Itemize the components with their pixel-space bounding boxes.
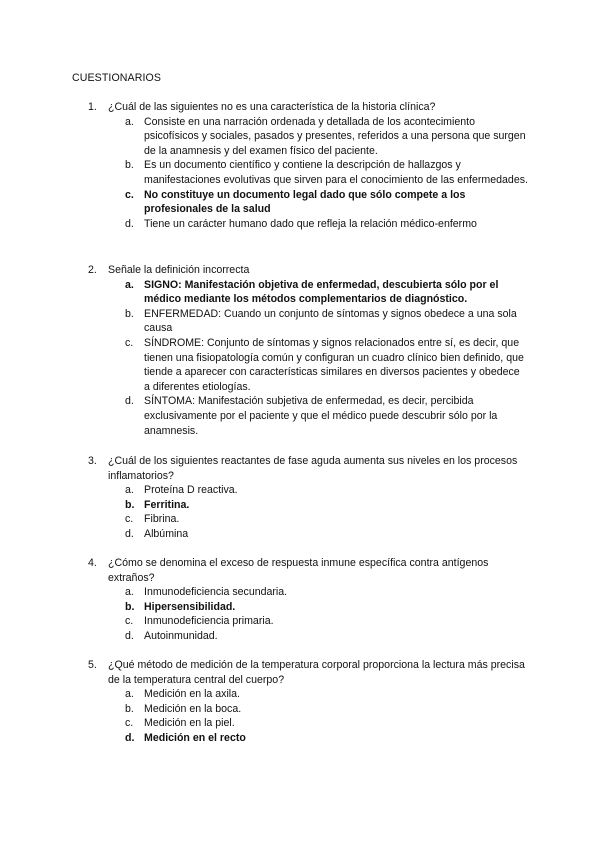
option-letter: d.: [125, 629, 134, 642]
question-number: 4.: [88, 557, 97, 569]
option-text: No constituye un documento legal dado que sólo compete a los profesionales de la salud: [144, 188, 466, 216]
option-b: [125, 307, 528, 336]
option-text: Inmunodeficiencia secundaria.: [144, 586, 288, 599]
option-letter: b.: [125, 307, 134, 320]
options-list: [88, 585, 528, 643]
option-letter: c.: [125, 336, 134, 349]
question-text: ¿Cómo se denomina el exceso de respuesta inmune específica contra antígenos extraños?: [108, 557, 489, 584]
option-letter: d.: [125, 395, 134, 408]
option-b: [125, 158, 528, 187]
option-letter: a.: [125, 278, 134, 291]
option-a: [125, 687, 528, 702]
option-c-correct: [125, 188, 528, 217]
option-text: Albúmina: [144, 527, 189, 540]
option-text: Medición en la boca.: [144, 702, 242, 715]
option-c: [125, 336, 528, 394]
option-d-correct: [125, 731, 528, 746]
option-text: Fibrina.: [144, 513, 180, 526]
option-text: SÍNTOMA: Manifestación subjetiva de enfermedad, es decir, percibida exclusivamente por el paciente y que el médico puede descubrir sólo por la anamnesis.: [144, 395, 498, 437]
option-text: Medición en la axila.: [144, 688, 240, 701]
option-b-correct: [125, 600, 528, 615]
option-a: [125, 585, 528, 600]
option-d: [125, 629, 528, 644]
option-text: Tiene un carácter humano dado que refleja la relación médico-enfermo: [144, 217, 477, 230]
option-text: Ferritina.: [144, 498, 190, 511]
options-list: [88, 115, 528, 232]
question-text: ¿Cuál de los siguientes reactantes de fase aguda aumenta sus niveles en los procesos inflamatorios?: [108, 455, 518, 482]
question-5: [88, 658, 528, 746]
option-c: [125, 716, 528, 731]
option-letter: c.: [125, 717, 134, 730]
option-letter: b.: [125, 159, 134, 172]
option-text: Autoinmunidad.: [144, 629, 218, 642]
document-title: CUESTIONARIOS: [72, 72, 162, 84]
question-number: 1.: [88, 101, 97, 113]
question-1: [88, 100, 528, 231]
option-letter: d.: [125, 217, 134, 230]
option-letter: a.: [125, 586, 134, 599]
option-letter: a.: [125, 484, 134, 497]
option-letter: d.: [125, 527, 134, 540]
option-letter: b.: [125, 498, 135, 511]
question-text: Señale la definición incorrecta: [108, 264, 250, 276]
option-letter: a.: [125, 688, 134, 701]
question-number: 2.: [88, 264, 97, 276]
option-d: [125, 394, 528, 438]
option-b: [125, 702, 528, 717]
option-text: Es un documento científico y contiene la descripción de hallazgos y manifestaciones evolutivas que sirven para el conocimiento de las enfermedades.: [144, 159, 528, 186]
options-list: [88, 483, 528, 541]
option-c: [125, 512, 528, 527]
option-text: Medición en el recto: [144, 731, 246, 744]
option-letter: b.: [125, 702, 134, 715]
option-letter: c.: [125, 615, 134, 628]
options-list: [88, 278, 528, 439]
option-a: [125, 115, 528, 159]
option-text: Inmunodeficiencia primaria.: [144, 615, 274, 628]
question-2: [88, 263, 528, 438]
question-text: ¿Cuál de las siguientes no es una característica de la historia clínica?: [108, 101, 436, 113]
options-list: [88, 687, 528, 745]
question-number: 3.: [88, 455, 97, 467]
option-text: Medición en la piel.: [144, 717, 235, 730]
option-text: Proteína D reactiva.: [144, 484, 238, 497]
question-text: ¿Qué método de medición de la temperatura corporal proporciona la lectura más precisa de la temperatura central del cuerpo?: [108, 659, 525, 686]
option-a-correct: [125, 278, 528, 307]
option-letter: d.: [125, 731, 135, 744]
option-d: [125, 527, 528, 542]
option-text: ENFERMEDAD: Cuando un conjunto de síntomas y signos obedece a una sola causa: [144, 307, 517, 335]
question-3: [88, 454, 528, 542]
option-letter: c.: [125, 513, 134, 526]
option-text: Consiste en una narración ordenada y detallada de los acontecimiento psicofísicos y sociales, pasados y presentes, referidos a una persona que surgen de la anamnesis y del examen físico del paciente.: [144, 115, 526, 157]
option-a: [125, 483, 528, 498]
option-b-correct: [125, 498, 528, 513]
question-number: 5.: [88, 659, 97, 671]
option-text: Hipersensibilidad.: [144, 600, 236, 613]
option-text: SIGNO: Manifestación objetiva de enfermedad, descubierta sólo por el médico mediante los métodos complementarios de diagnóstico.: [144, 278, 499, 306]
option-d: [125, 217, 528, 232]
option-text: SÍNDROME: Conjunto de síntomas y signos relacionados entre sí, es decir, que tienen una fisiopatología común y configuran un cuadro clínico bien definido, que tiende a aparecer con características similares en diversos pacientes y obedece a diferentes etiologías.: [144, 336, 524, 393]
option-letter: c.: [125, 188, 134, 201]
question-4: [88, 556, 528, 644]
option-letter: a.: [125, 115, 134, 128]
option-letter: b.: [125, 600, 135, 613]
option-c: [125, 614, 528, 629]
